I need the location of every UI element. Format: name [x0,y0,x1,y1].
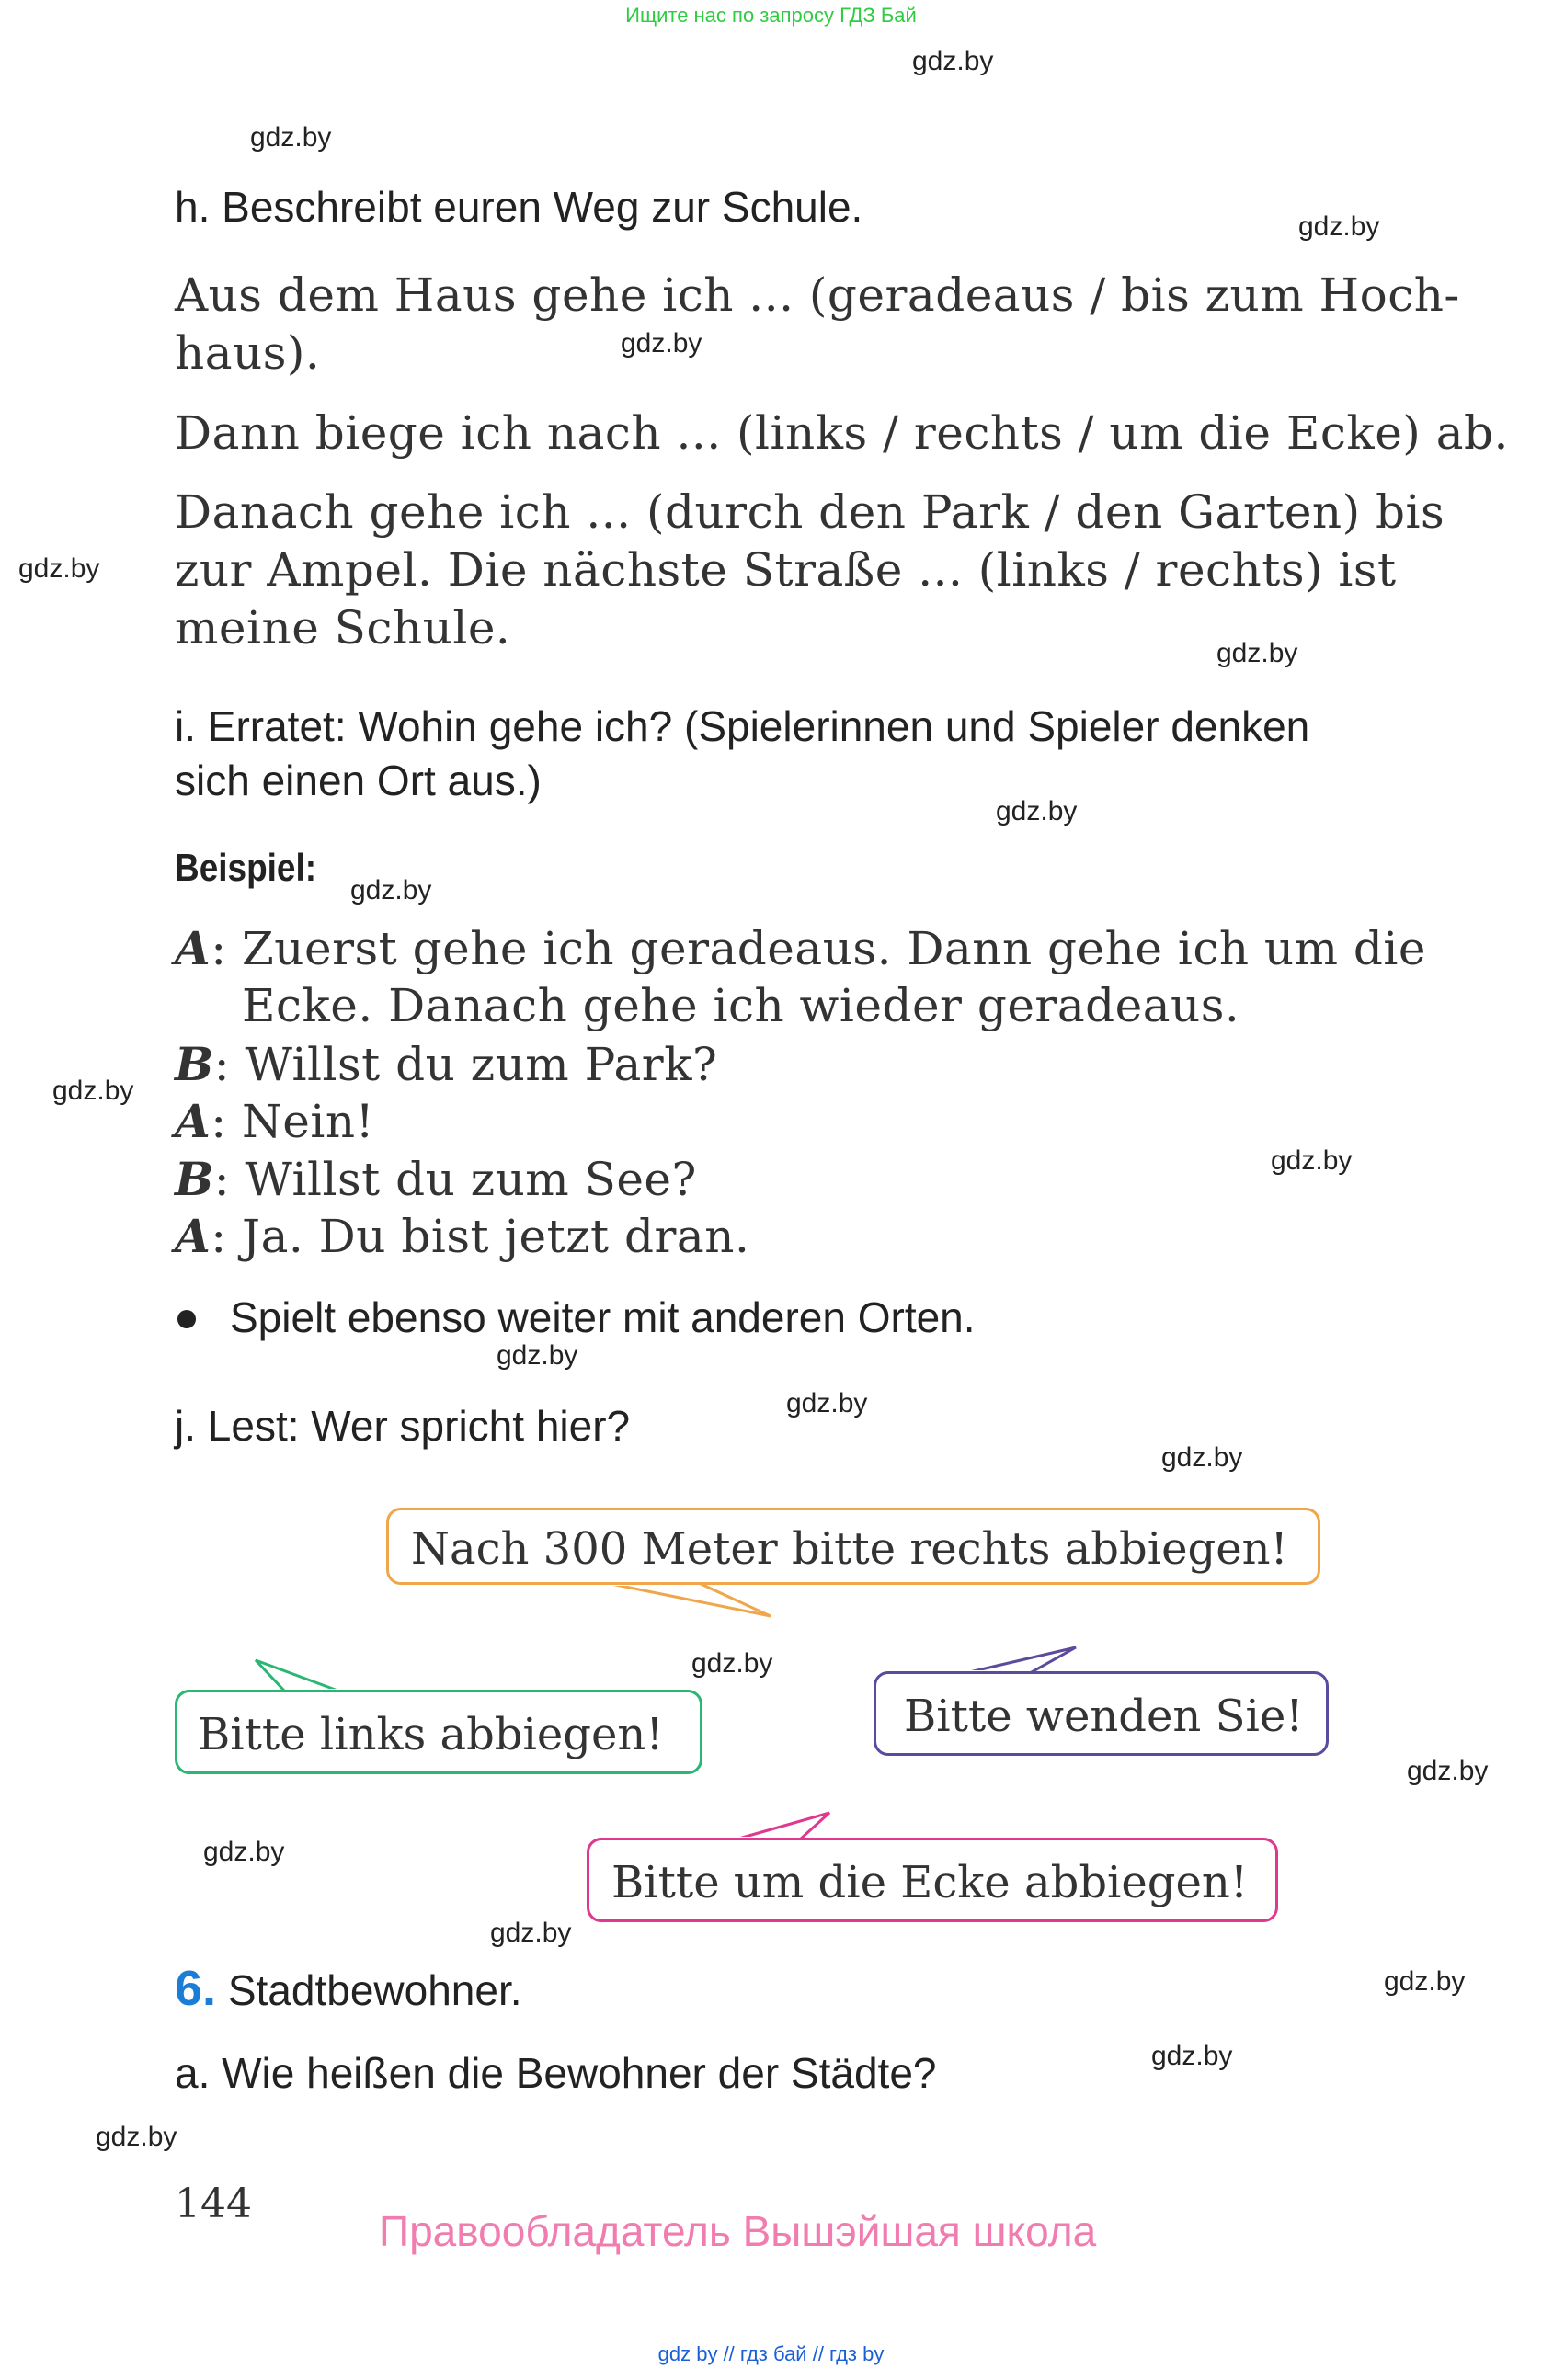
watermark: gdz.by [96,2122,177,2152]
section-h-line: Danach gehe ich ... (durch den Park / den Garten) bis [175,485,1445,539]
exercise-6-subheading: a. Wie heißen die Bewohner der Städte? [175,2049,937,2097]
watermark: gdz.by [1151,2041,1233,2071]
exercise-title: Stadtbewohner. [227,1966,522,2014]
speech-bubble [175,1690,702,1774]
speech-bubble [386,1508,1320,1585]
speaker-label: A [175,1094,211,1148]
speech-bubble [874,1671,1329,1756]
speech-bubble [587,1838,1278,1922]
watermark: gdz.by [621,328,702,359]
top-note: Ищите нас по запросу ГДЗ Бай [625,4,917,27]
watermark: gdz.by [1298,211,1380,242]
dialogue-text: : Willst du zum See? [213,1153,697,1206]
watermark: gdz.by [1271,1145,1353,1176]
section-i-heading: sich einen Ort aus.) [175,757,542,804]
watermark: gdz.by [996,796,1078,826]
bullet-text: Spielt ebenso weiter mit anderen Orten. [230,1293,976,1341]
watermark: gdz.by [1384,1966,1466,1997]
watermark: gdz.by [52,1076,134,1106]
speaker-label: B [175,1152,214,1206]
watermark: gdz.by [1407,1756,1489,1786]
watermark: gdz.by [1216,638,1298,668]
watermark: gdz.by [203,1837,285,1867]
section-h-line: meine Schule. [175,601,511,655]
watermark: gdz.by [1161,1442,1243,1473]
dialogue-text: : Zuerst gehe ich geradeaus. Dann gehe ich um die [211,922,1427,975]
watermark: gdz.by [350,875,432,905]
bubble-text: Bitte wenden Sie! [904,1691,1304,1742]
section-h-line: zur Ampel. Die nächste Straße ... (links / rechts) ist [175,543,1397,597]
speaker-label: A [175,921,211,975]
watermark: gdz.by [497,1340,578,1371]
example-label: Beispiel: [175,846,317,889]
speaker-label: A [175,1209,211,1263]
watermark: gdz.by [18,553,100,584]
dialogue-text: : Ja. Du bist jetzt dran. [211,1210,750,1263]
footer-links: gdz by // гдз бай // гдз by [657,2342,885,2365]
dialogue-text: Ecke. Danach gehe ich wieder geradeaus. [242,979,1240,1032]
bubble-tail-green [256,1660,340,1691]
watermark: gdz.by [786,1388,868,1418]
speaker-label: B [175,1037,214,1091]
exercise-6-title [175,1960,522,2017]
section-i-heading: i. Erratet: Wohin gehe ich? (Spielerinnen und Spieler denken [175,702,1310,750]
copyright-note: Правообладатель Вышэйшая школа [379,2207,1097,2255]
bubble-tail-orange [607,1583,771,1616]
dialogue-text: : Willst du zum Park? [213,1038,718,1091]
bubble-text: Bitte links abbiegen! [198,1709,664,1760]
section-h-line: Dann biege ich nach ... (links / rechts / um die Ecke) ab. [175,406,1509,460]
section-h-line: haus). [175,326,321,380]
bubble-tail-purple [965,1647,1076,1673]
watermark: gdz.by [691,1648,773,1679]
dialogue-text: : Nein! [211,1095,375,1148]
bubble-tail-pink [736,1813,829,1839]
watermark: gdz.by [250,122,332,153]
exercise-number: 6. [175,1961,217,2016]
bubble-text: Nach 300 Meter bitte rechts abbiegen! [411,1523,1288,1575]
section-h-heading: h. Beschreibt euren Weg zur Schule. [175,183,863,231]
watermark: gdz.by [912,46,994,76]
page-number: 144 [175,2181,252,2227]
bubble-text: Bitte um die Ecke abbiegen! [611,1857,1249,1908]
watermark: gdz.by [490,1918,572,1948]
section-j-heading: j. Lest: Wer spricht hier? [175,1402,631,1450]
section-h-line: Aus dem Haus gehe ich ... (geradeaus / bis zum Hoch- [175,268,1460,322]
